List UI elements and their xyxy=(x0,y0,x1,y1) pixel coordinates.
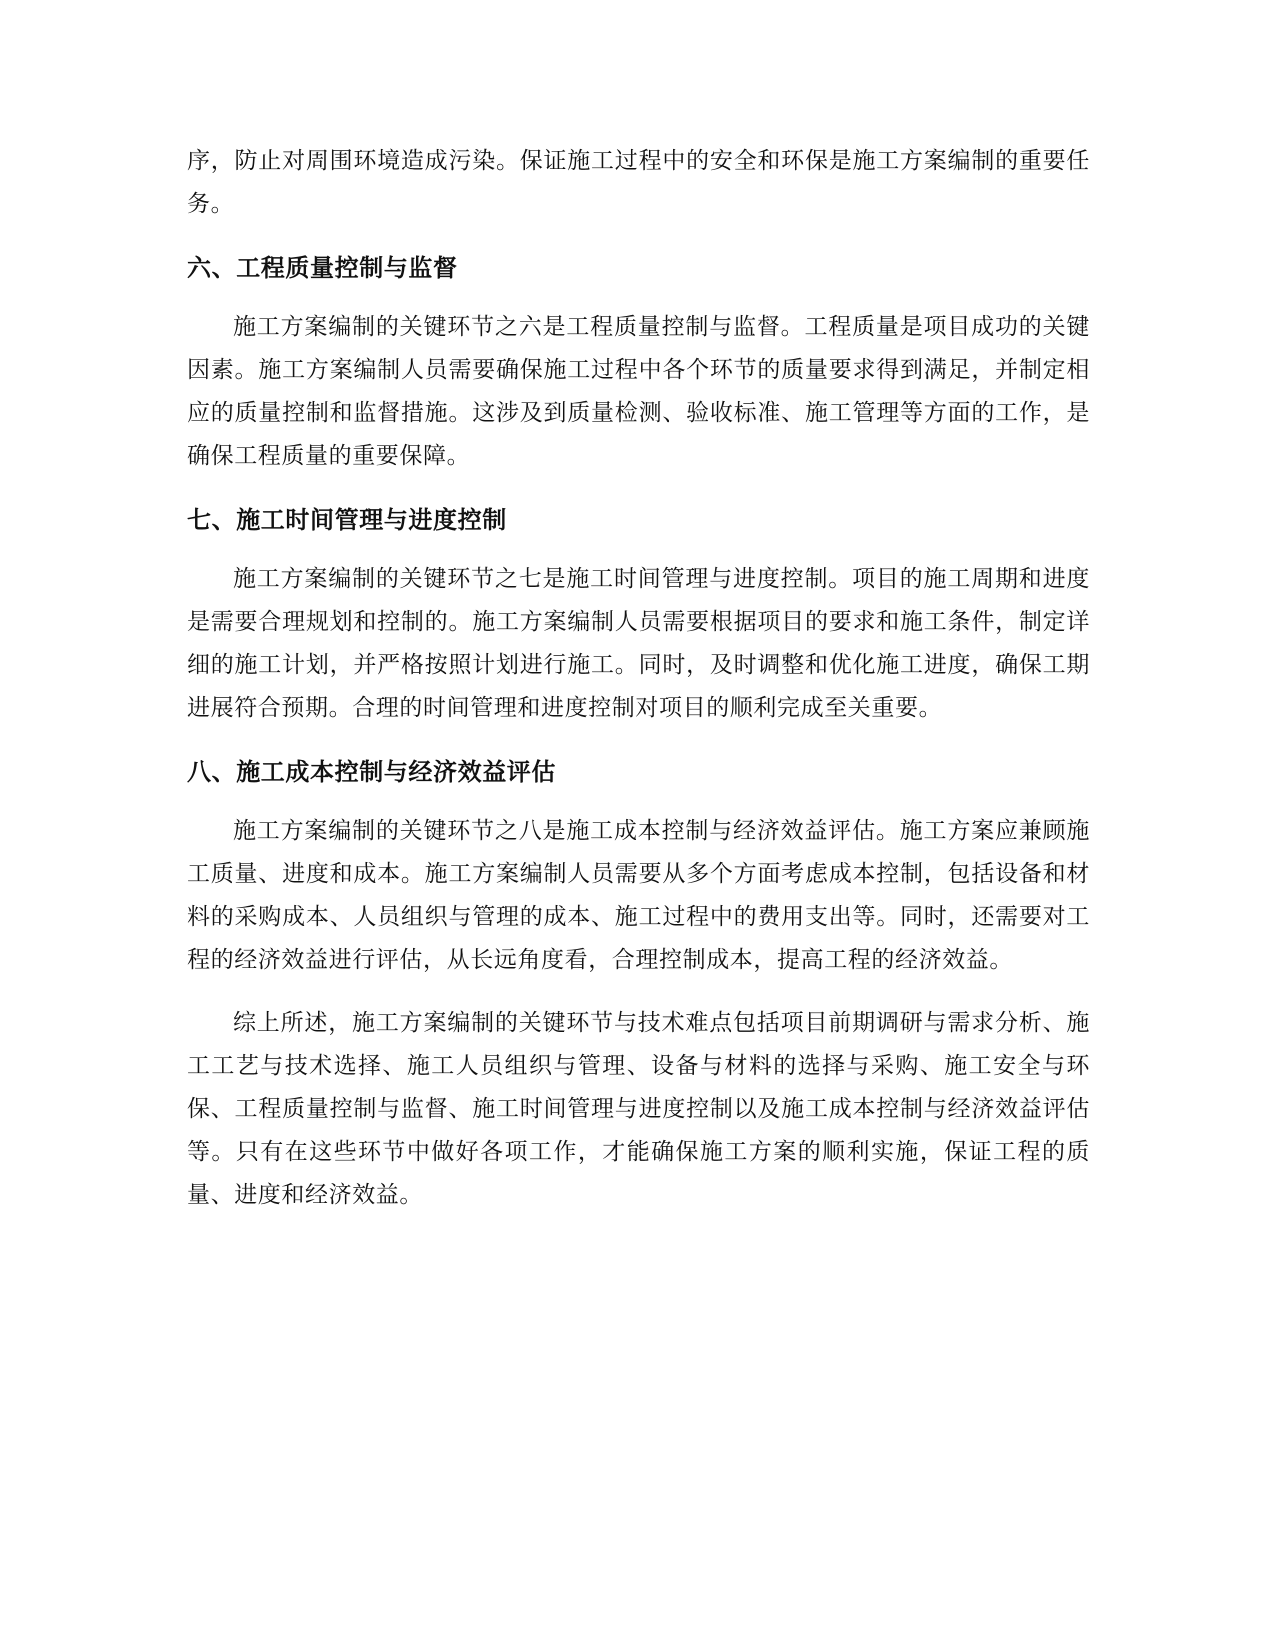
conclusion-paragraph: 综上所述，施工方案编制的关键环节与技术难点包括项目前期调研与需求分析、施工工艺与技术选择、施工人员组织与管理、设备与材料的选择与采购、施工安全与环保、工程质量控制与监督、施工时间管理与进度控制以及施工成本控制与经济效益评估等。只有在这些环节中做好各项工作，才能确保施工方案的顺利实施，保证工程的质量、进度和经济效益。 xyxy=(187,1010,1090,1208)
section-heading-8: 八、施工成本控制与经济效益评估 xyxy=(187,758,556,786)
document-body xyxy=(187,140,1090,1237)
section-8-paragraph: 施工方案编制的关键环节之八是施工成本控制与经济效益评估。施工方案应兼顾施工质量、进度和成本。施工方案编制人员需要从多个方面考虑成本控制，包括设备和材料的采购成本、人员组织与管理的成本、施工过程中的费用支出等。同时，还需要对工程的经济效益进行评估，从长远角度看，合理控制成本，提高工程的经济效益。 xyxy=(187,818,1090,973)
section-6-paragraph: 施工方案编制的关键环节之六是工程质量控制与监督。工程质量是项目成功的关键因素。施工方案编制人员需要确保施工过程中各个环节的质量要求得到满足，并制定相应的质量控制和监督措施。这涉及到质量检测、验收标准、施工管理等方面的工作，是确保工程质量的重要保障。 xyxy=(187,314,1090,469)
section-heading-6: 六、工程质量控制与监督 xyxy=(187,254,458,282)
section-7-paragraph: 施工方案编制的关键环节之七是施工时间管理与进度控制。项目的施工周期和进度是需要合理规划和控制的。施工方案编制人员需要根据项目的要求和施工条件，制定详细的施工计划，并严格按照计划进行施工。同时，及时调整和优化施工进度，确保工期进展符合预期。合理的时间管理和进度控制对项目的顺利完成至关重要。 xyxy=(187,566,1090,721)
continued-paragraph: 序，防止对周围环境造成污染。保证施工过程中的安全和环保是施工方案编制的重要任务。 xyxy=(187,148,1090,217)
section-heading-7: 七、施工时间管理与进度控制 xyxy=(187,506,507,534)
